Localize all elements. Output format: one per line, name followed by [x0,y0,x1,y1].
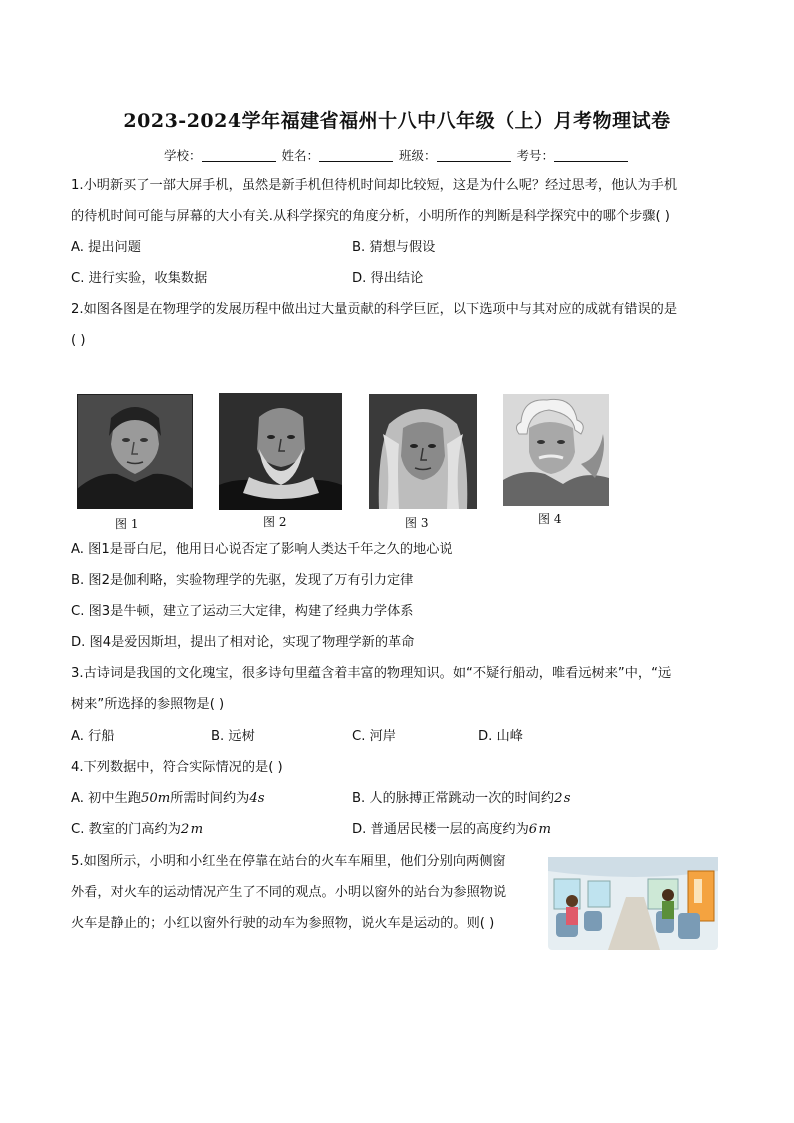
school-blank[interactable] [202,149,276,162]
q2-option-a[interactable]: A. 图1是哥白尼，他用日心说否定了影响人类达千年之久的地心说 [71,542,453,557]
q4-option-a-text: A. 初中生跑 [71,791,141,806]
q4-option-b-value: 2 [554,791,563,806]
q4-option-d-unit: m [538,822,552,837]
q3-stem-line-2: 树来”所选择的参照物是( ) [71,697,225,712]
caption-figure-1: 图 1 [115,517,139,531]
portrait-newton [369,394,477,509]
q2-option-b[interactable]: B. 图2是伽利略，实验物理学的先驱，发现了万有引力定律 [71,573,414,588]
portrait-einstein [503,394,609,506]
q5-stem-line-2: 外看，对火车的运动情况产生了不同的观点。小明以窗外的站台为参照物说 [71,885,507,900]
q4-option-b-unit: s [563,791,571,806]
name-label: 姓名： [281,148,319,163]
caption-figure-3: 图 3 [405,516,429,530]
q3-option-d[interactable]: D. 山峰 [478,729,523,744]
exam-no-label: 考号： [516,148,554,163]
q3-option-a[interactable]: A. 行船 [71,729,115,744]
train-carriage-illustration [548,857,718,950]
student-info-line [0,146,794,164]
q4-option-c-value: 2 [180,822,190,837]
name-blank[interactable] [319,149,393,162]
page-title: 2023-2024学年福建省福州十八中八年级（上）月考物理试卷 [123,110,671,132]
q4-option-b[interactable] [352,790,571,808]
portrait-galileo [219,393,342,510]
q4-option-d-value: 6 [528,822,538,837]
q3-option-b[interactable]: B. 远树 [211,729,255,744]
caption-figure-4: 图 4 [538,512,562,526]
school-label: 学校： [163,148,202,163]
class-label: 班级： [398,148,437,163]
q4-option-c-text: C. 教室的门高约为 [71,822,181,837]
q4-option-b-text: B. 人的脉搏正常跳动一次的时间约 [352,791,555,806]
q4-option-a-unit-second: s [257,791,265,806]
q3-stem-line-1: 3.古诗词是我国的文化瑰宝，很多诗句里蕴含着丰富的物理知识。如“不疑行船动，唯看远树来”中，“远 [71,666,672,681]
q1-option-b[interactable]: B. 猜想与假设 [352,240,436,255]
q3-option-c[interactable]: C. 河岸 [352,729,396,744]
q4-option-d[interactable] [352,821,551,839]
q4-stem: 4.下列数据中，符合实际情况的是( ) [71,760,283,775]
portrait-copernicus [77,394,193,509]
exam-no-blank[interactable] [554,149,628,162]
q4-option-a-text-2: 所需时间约为 [170,791,250,806]
q5-stem-line-1: 5.如图所示，小明和小红坐在停靠在站台的火车车厢里，他们分别向两侧窗 [71,854,506,869]
q1-option-d[interactable]: D. 得出结论 [352,271,424,286]
q4-option-a-unit-meter: m [157,791,171,806]
q2-option-c[interactable]: C. 图3是牛顿，建立了运动三大定律，构建了经典力学体系 [71,604,414,619]
q1-stem-line-1: 1.小明新买了一部大屏手机，虽然是新手机但待机时间却比较短，这是为什么呢？经过思考，他认为手机 [71,178,678,193]
q4-option-c-unit: m [190,822,204,837]
q5-stem-line-3: 火车是静止的；小红以窗外行驶的动车为参照物，说火车是运动的。则( ) [71,916,495,931]
q4-option-c[interactable] [71,821,203,839]
q1-stem-line-2: 的待机时间可能与屏幕的大小有关.从科学探究的角度分析，小明所作的判断是科学探究中的哪个步骤( ) [71,209,670,224]
caption-figure-2: 图 2 [263,515,287,529]
q1-option-a[interactable]: A. 提出问题 [71,240,141,255]
q2-stem-line-2: ( ) [71,333,86,348]
q2-stem-line-1: 2.如图各图是在物理学的发展历程中做出过大量贡献的科学巨匠，以下选项中与其对应的成就有错误的是 [71,302,678,317]
q4-option-a[interactable] [71,790,265,808]
class-blank[interactable] [437,149,511,162]
q2-option-d[interactable]: D. 图4是爱因斯坦，提出了相对论，实现了物理学新的革命 [71,635,415,650]
q4-option-a-time: 4 [249,791,258,806]
q1-option-c[interactable]: C. 进行实验，收集数据 [71,271,208,286]
q4-option-d-text: D. 普通居民楼一层的高度约为 [352,822,529,837]
q4-option-a-distance: 50 [140,791,158,806]
